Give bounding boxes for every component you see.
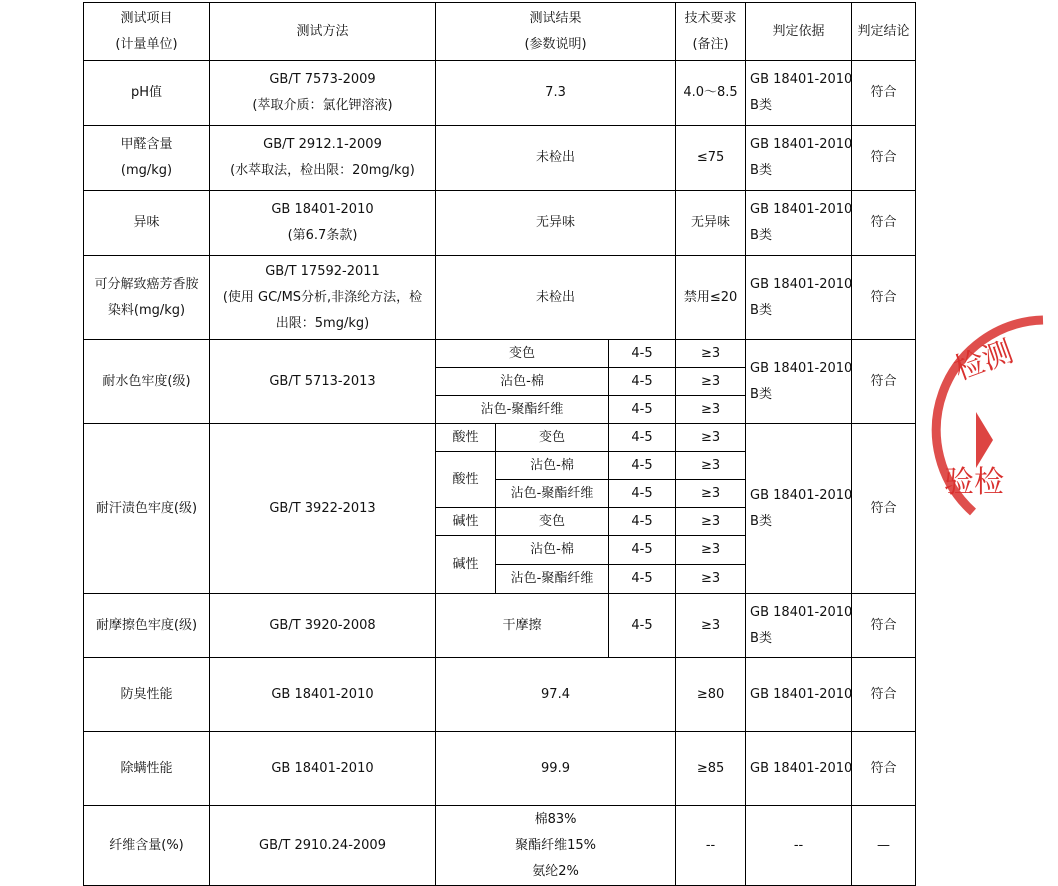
requirement-cell: ≥80	[676, 658, 746, 732]
requirement-cell: ≤75	[676, 126, 746, 191]
sub-value-cell: 4-5	[609, 480, 676, 508]
header-basis: 判定依据	[746, 3, 852, 61]
conclusion-cell: 符合	[852, 256, 916, 340]
method-cell: GB 18401-2010	[210, 658, 436, 732]
table-row-rub	[84, 594, 916, 658]
sub-label-cell: 干摩擦	[436, 594, 609, 658]
item-cell: 耐水色牢度(级)	[84, 340, 210, 424]
header-method: 测试方法	[210, 3, 436, 61]
basis-cell: GB 18401-2010 B类	[746, 340, 852, 424]
sub-label-cell: 沾色-聚酯纤维	[496, 565, 609, 594]
result-cell: 99.9	[436, 732, 676, 806]
method-cell: GB/T 3922-2013	[210, 424, 436, 594]
alkali-cell: 碱性	[436, 508, 496, 536]
header-conclusion: 判定结论	[852, 3, 916, 61]
method-cell: GB/T 2912.1-2009 (水萃取法，检出限：20mg/kg)	[210, 126, 436, 191]
header-result: 测试结果 (参数说明)	[436, 3, 676, 61]
requirement-cell: 无异味	[676, 191, 746, 256]
stamp-text-top: 检测	[949, 334, 1018, 388]
requirement-cell: ≥3	[676, 340, 746, 368]
requirement-cell: ≥3	[676, 452, 746, 480]
sub-value-cell: 4-5	[609, 424, 676, 452]
item-cell: 防臭性能	[84, 658, 210, 732]
item-cell: pH值	[84, 61, 210, 126]
header-item: 测试项目 (计量单位)	[84, 3, 210, 61]
table-row-mite	[84, 732, 916, 806]
requirement-cell: ≥3	[676, 565, 746, 594]
basis-cell: GB 18401-2010	[746, 658, 852, 732]
result-cell: 未检出	[436, 256, 676, 340]
method-cell: GB 18401-2010	[210, 732, 436, 806]
basis-cell: GB 18401-2010 B类	[746, 126, 852, 191]
result-cell: 未检出	[436, 126, 676, 191]
sub-label-cell: 沾色-棉	[496, 452, 609, 480]
item-cell: 甲醛含量 (mg/kg)	[84, 126, 210, 191]
requirement-cell: 禁用≤20	[676, 256, 746, 340]
item-cell: 耐汗渍色牢度(级)	[84, 424, 210, 594]
method-cell: GB 18401-2010 (第6.7条款)	[210, 191, 436, 256]
requirement-cell: 4.0～8.5	[676, 61, 746, 126]
item-cell: 纤维含量(%)	[84, 806, 210, 886]
acid-cell: 酸性	[436, 424, 496, 452]
stamp-text-bottom: 验检	[944, 465, 1004, 500]
item-cell: 可分解致癌芳香胺 染料(mg/kg)	[84, 256, 210, 340]
requirement-cell: ≥3	[676, 594, 746, 658]
method-cell: GB/T 17592-2011 (使用 GC/MS分析,非涤纶方法，检 出限：5mg/kg)	[210, 256, 436, 340]
conclusion-cell: 符合	[852, 340, 916, 424]
sub-value-cell: 4-5	[609, 396, 676, 424]
sub-label-cell: 沾色-棉	[496, 536, 609, 565]
sub-value-cell: 4-5	[609, 536, 676, 565]
item-cell: 异味	[84, 191, 210, 256]
conclusion-cell: 符合	[852, 594, 916, 658]
conclusion-cell: 符合	[852, 191, 916, 256]
item-cell: 除螨性能	[84, 732, 210, 806]
basis-cell: GB 18401-2010	[746, 732, 852, 806]
header-requirement: 技术要求 (备注)	[676, 3, 746, 61]
basis-cell: GB 18401-2010 B类	[746, 594, 852, 658]
table-row-ph	[84, 61, 916, 126]
table-row-amine	[84, 256, 916, 340]
sub-value-cell: 4-5	[609, 340, 676, 368]
conclusion-cell: —	[852, 806, 916, 886]
requirement-cell: ≥85	[676, 732, 746, 806]
alkali-cell: 碱性	[436, 536, 496, 594]
inspection-stamp	[944, 312, 1058, 542]
requirement-cell: --	[676, 806, 746, 886]
requirement-cell: ≥3	[676, 480, 746, 508]
table-row-odor	[84, 191, 916, 256]
sub-label-cell: 沾色-棉	[436, 368, 609, 396]
stamp-star	[976, 412, 993, 468]
sub-value-cell: 4-5	[609, 368, 676, 396]
conclusion-cell: 符合	[852, 732, 916, 806]
conclusion-cell: 符合	[852, 424, 916, 594]
conclusion-cell: 符合	[852, 126, 916, 191]
sub-value-cell: 4-5	[609, 452, 676, 480]
result-cell: 97.4	[436, 658, 676, 732]
test-report-table	[83, 2, 916, 886]
table-row-fiber	[84, 806, 916, 886]
requirement-cell: ≥3	[676, 508, 746, 536]
acid-cell: 酸性	[436, 452, 496, 508]
requirement-cell: ≥3	[676, 368, 746, 396]
sub-value-cell: 4-5	[609, 565, 676, 594]
method-cell: GB/T 3920-2008	[210, 594, 436, 658]
basis-cell: GB 18401-2010 B类	[746, 424, 852, 594]
sub-value-cell: 4-5	[609, 594, 676, 658]
basis-cell: GB 18401-2010 B类	[746, 61, 852, 126]
sub-label-cell: 沾色-聚酯纤维	[496, 480, 609, 508]
method-cell: GB/T 2910.24-2009	[210, 806, 436, 886]
table-row-water-1	[84, 340, 916, 368]
table-row-deodor	[84, 658, 916, 732]
sub-label-cell: 变色	[436, 340, 609, 368]
result-cell: 无异味	[436, 191, 676, 256]
method-cell: GB/T 5713-2013	[210, 340, 436, 424]
requirement-cell: ≥3	[676, 424, 746, 452]
basis-cell: GB 18401-2010 B类	[746, 256, 852, 340]
result-cell: 7.3	[436, 61, 676, 126]
table-row-formaldehyde	[84, 126, 916, 191]
conclusion-cell: 符合	[852, 658, 916, 732]
result-cell: 棉83% 聚酯纤维15% 氨纶2%	[436, 806, 676, 886]
sub-value-cell: 4-5	[609, 508, 676, 536]
basis-cell: GB 18401-2010 B类	[746, 191, 852, 256]
requirement-cell: ≥3	[676, 396, 746, 424]
table-row-sweat-1	[84, 424, 916, 452]
basis-cell: --	[746, 806, 852, 886]
requirement-cell: ≥3	[676, 536, 746, 565]
header-row	[84, 3, 916, 61]
item-cell: 耐摩擦色牢度(级)	[84, 594, 210, 658]
conclusion-cell: 符合	[852, 61, 916, 126]
sub-label-cell: 沾色-聚酯纤维	[436, 396, 609, 424]
sub-label-cell: 变色	[496, 424, 609, 452]
method-cell: GB/T 7573-2009 (萃取介质：氯化钾溶液)	[210, 61, 436, 126]
sub-label-cell: 变色	[496, 508, 609, 536]
